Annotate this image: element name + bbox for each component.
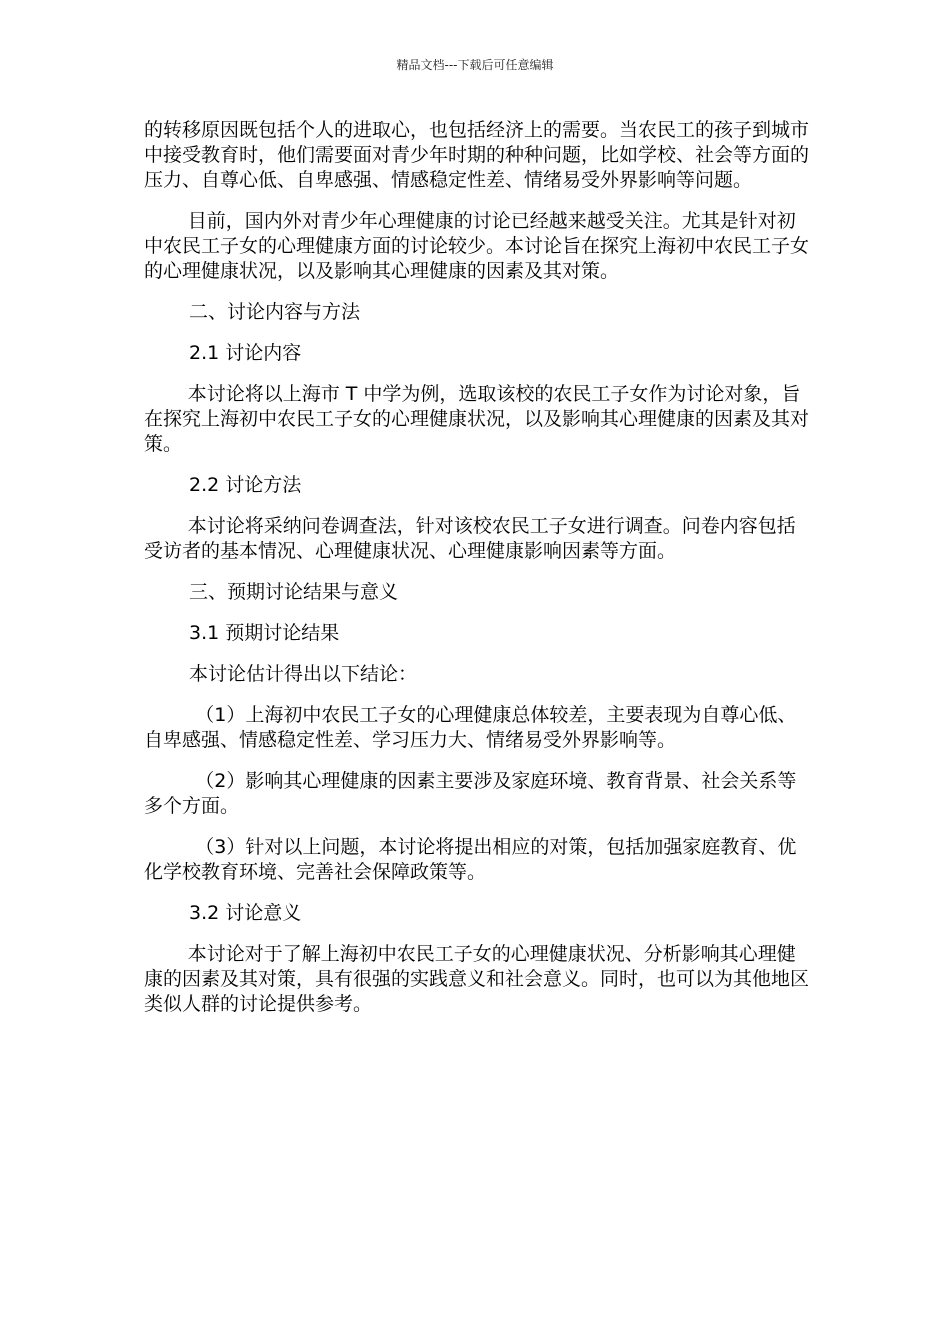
subsection-heading: 2.2 讨论方法: [189, 474, 302, 496]
subsection-heading: 2.1 讨论内容: [189, 342, 302, 364]
subsection-heading: 3.1 预期讨论结果: [189, 622, 340, 644]
body-paragraph: 本讨论将采纳问卷调查法，针对该校农民工子女进行调查。问卷内容包括受访者的基本情况、心理健康状况、心理健康影响因素等方面。: [144, 515, 796, 562]
section-heading: 三、预期讨论结果与意义: [189, 581, 399, 603]
list-item: （1）上海初中农民工子女的心理健康总体较差，主要表现为自尊心低、自卑感强、情感稳定性差、学习压力大、情绪易受外界影响等。: [144, 704, 797, 751]
body-paragraph: 目前，国内外对青少年心理健康的讨论已经越来越受关注。尤其是针对初中农民工子女的心理健康方面的讨论较少。本讨论旨在探究上海初中农民工子女的心理健康状况，以及影响其心理健康的因素及其对策。: [144, 210, 810, 282]
section-heading: 二、讨论内容与方法: [189, 301, 361, 323]
list-item: （2）影响其心理健康的因素主要涉及家庭环境、教育背景、社会关系等多个方面。: [144, 770, 797, 817]
list-item: （3）针对以上问题，本讨论将提出相应的对策，包括加强家庭教育、优化学校教育环境、完善社会保障政策等。: [144, 836, 797, 883]
body-paragraph: 本讨论估计得出以下结论：: [189, 663, 418, 685]
page-header: 精品文档---下载后可任意编辑: [396, 58, 554, 72]
body-paragraph: 本讨论对于了解上海初中农民工子女的心理健康状况、分析影响其心理健康的因素及其对策，具有很强的实践意义和社会意义。同时，也可以为其他地区类似人群的讨论提供参考。: [144, 943, 810, 1015]
body-paragraph: 的转移原因既包括个人的进取心，也包括经济上的需要。当农民工的孩子到城市中接受教育时，他们需要面对青少年时期的种种问题，比如学校、社会等方面的压力、自尊心低、自卑感强、情感稳定性差、情绪易受外界影响等问题。: [144, 119, 810, 191]
subsection-heading: 3.2 讨论意义: [189, 902, 302, 924]
body-paragraph: 本讨论将以上海市 T 中学为例，选取该校的农民工子女作为讨论对象，旨在探究上海初中农民工子女的心理健康状况，以及影响其心理健康的因素及其对策。: [144, 383, 810, 455]
document-body: [144, 118, 814, 1033]
